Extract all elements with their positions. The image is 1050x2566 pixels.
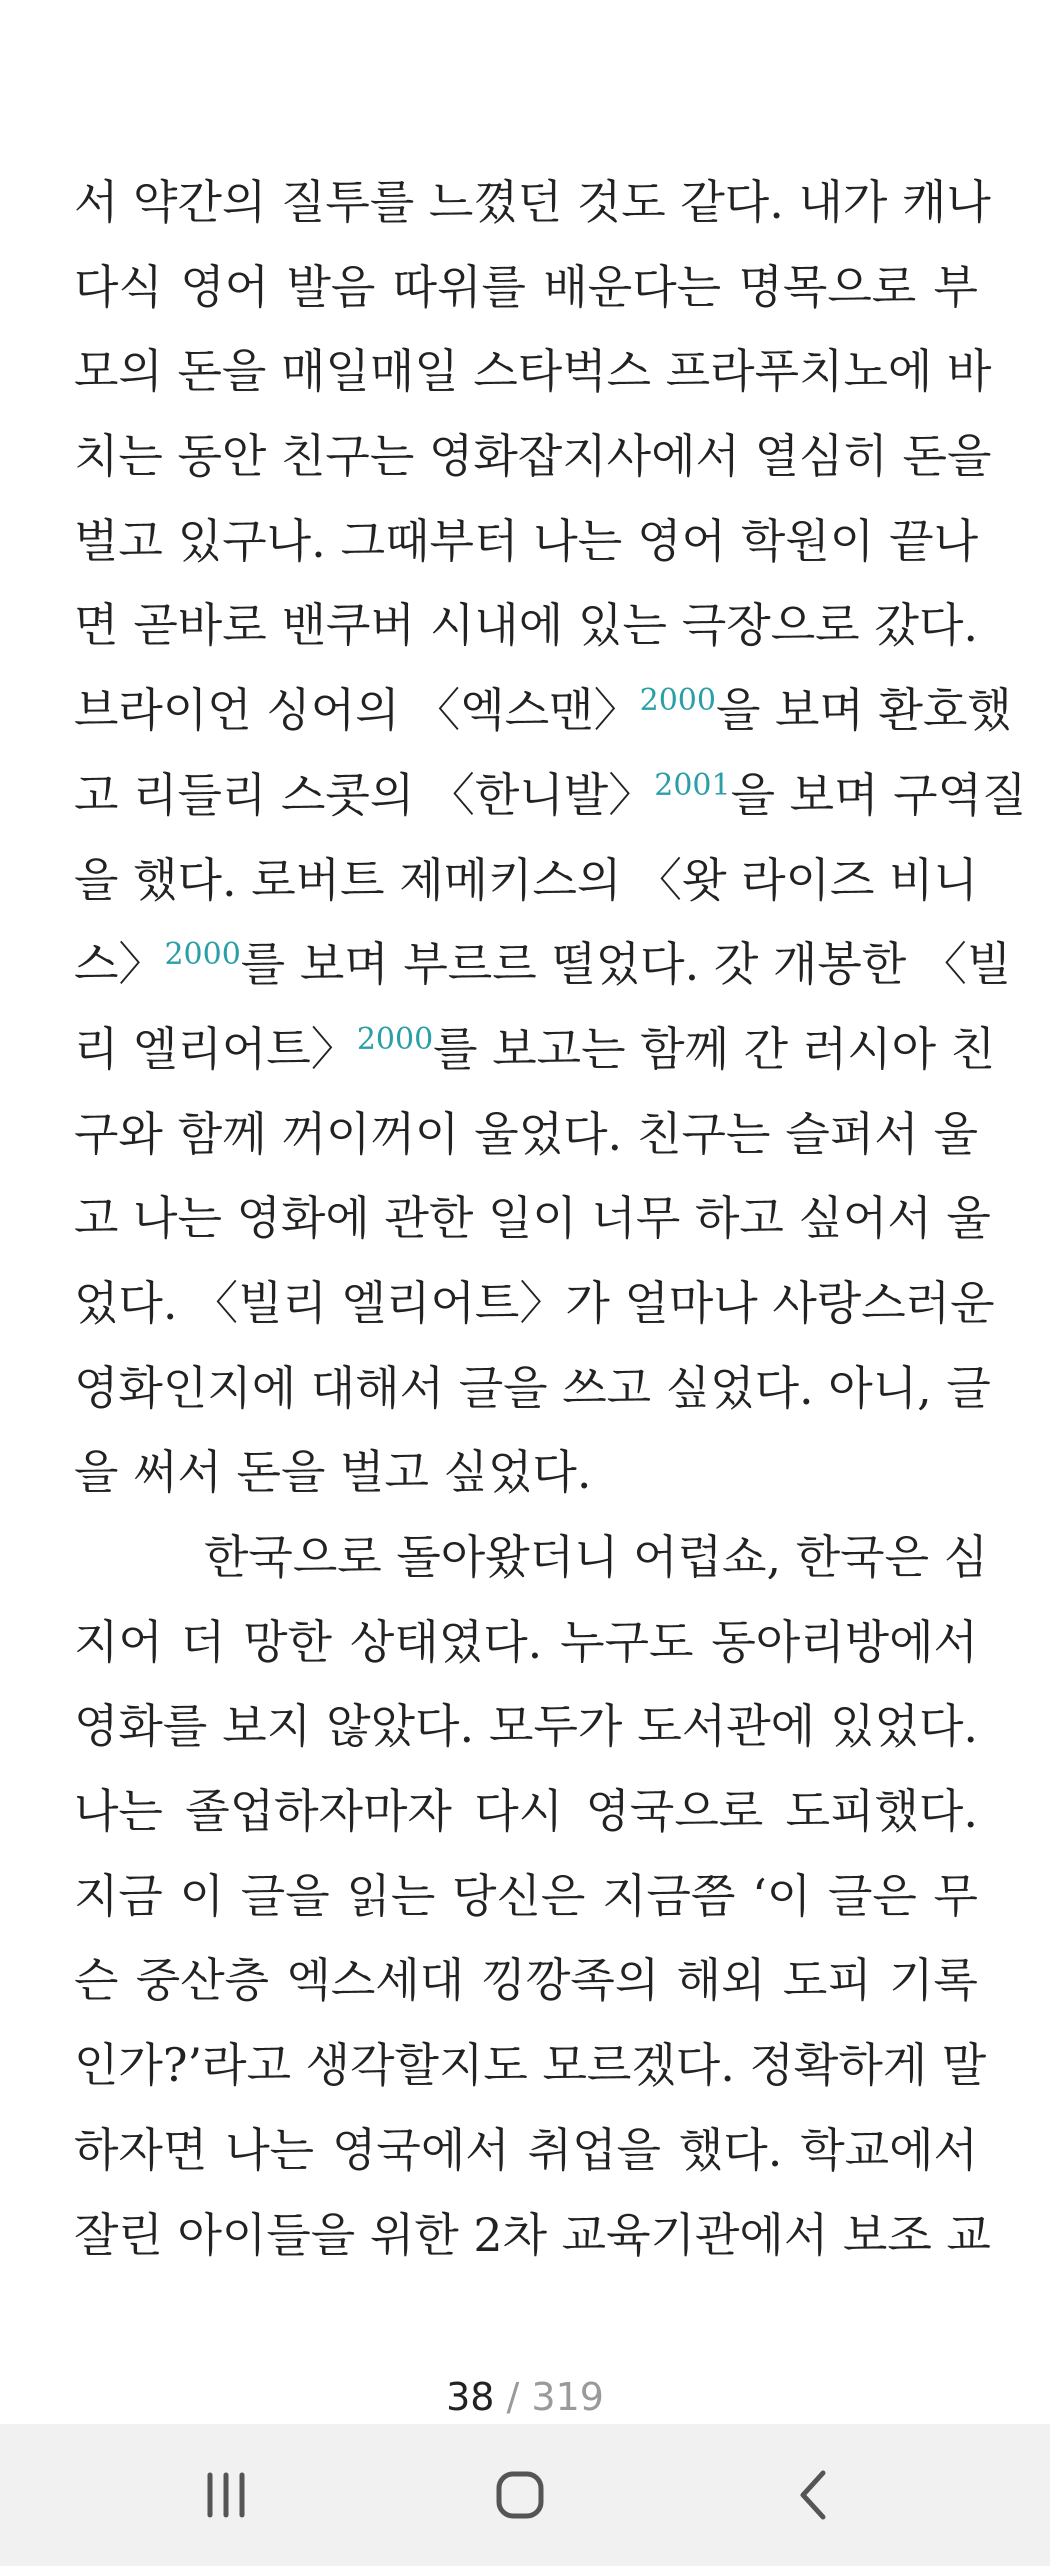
- release-year-footnote: 2000: [356, 1021, 434, 1057]
- page-indicator: [0, 2372, 1050, 2422]
- line-text: 을 했다. 로버트 제메키스의 〈왓 라이즈 비니: [74, 852, 978, 907]
- line-text: 스〉: [74, 937, 165, 992]
- line-text: 벌고 있구나. 그때부터 나는 영어 학원이 끝나: [74, 513, 978, 568]
- text-line: [74, 1261, 995, 1346]
- text-line: [74, 1600, 978, 1685]
- line-text: 고 나는 영화에 관한 일이 너무 하고 싶어서 울: [74, 1191, 991, 1246]
- text-line: [74, 2193, 991, 2278]
- text-line: [74, 329, 992, 414]
- page-total: 319: [531, 2375, 604, 2419]
- text-line: [74, 499, 978, 584]
- line-text: 면 곧바로 밴쿠버 시내에 있는 극장으로 갔다.: [74, 598, 978, 653]
- line-text: 브라이언 싱어의 〈엑스맨〉: [74, 683, 640, 738]
- system-navigation-bar: [0, 2424, 1050, 2566]
- text-line: [74, 1346, 991, 1431]
- line-text: 구와 함께 꺼이꺼이 울었다. 친구는 슬퍼서 울: [74, 1106, 978, 1161]
- text-line: [74, 1854, 978, 1939]
- text-line: [74, 414, 992, 499]
- text-line: [74, 668, 1012, 753]
- line-text: 치는 동안 친구는 영화잡지사에서 열심히 돈을: [74, 429, 992, 484]
- line-text: 지금 이 글을 읽는 당신은 지금쯤 ‘이 글은 무: [74, 1868, 978, 1923]
- text-line: [74, 1007, 996, 1092]
- line-text: 다식 영어 발음 따위를 배운다는 명목으로 부: [74, 259, 978, 314]
- text-line: [74, 922, 1012, 1007]
- home-button[interactable]: [465, 2450, 575, 2540]
- text-line: [74, 1515, 989, 1600]
- text-line: [74, 1176, 991, 1261]
- text-line: [74, 1938, 978, 2023]
- line-text: 모의 돈을 매일매일 스타벅스 프라푸치노에 바: [74, 344, 992, 399]
- text-line: [74, 2108, 978, 2193]
- page-current: 38: [446, 2375, 495, 2419]
- page-separator: /: [494, 2375, 532, 2419]
- recent-apps-button[interactable]: [171, 2450, 281, 2540]
- text-line: [74, 838, 978, 923]
- line-text: 인가?’라고 생각할지도 모르겠다. 정확하게 말: [74, 2038, 987, 2093]
- line-text: 을 써서 돈을 벌고 싶었다.: [74, 1445, 592, 1500]
- line-text: 지어 더 망한 상태였다. 누구도 동아리방에서: [74, 1614, 978, 1669]
- back-icon: [785, 2465, 845, 2525]
- line-text: 잘린 아이들을 위한 2차 교육기관에서 보조 교: [74, 2207, 991, 2262]
- line-text: 나는 졸업하자마자 다시 영국으로 도피했다.: [74, 1784, 978, 1839]
- release-year-footnote: 2000: [639, 683, 716, 719]
- home-icon: [490, 2465, 550, 2525]
- line-text: 고 리들리 스콧의 〈한니발〉: [74, 767, 655, 822]
- back-button[interactable]: [760, 2450, 870, 2540]
- line-text: 영화인지에 대해서 글을 쓰고 싶었다. 아니, 글: [74, 1360, 991, 1415]
- text-line: [74, 583, 978, 668]
- line-text: 슨 중산층 엑스세대 낑깡족의 해외 도피 기록: [74, 1953, 978, 2008]
- book-text-body: [74, 160, 1027, 2277]
- line-text: 리 엘리어트〉: [74, 1021, 357, 1076]
- line-text: 하자면 나는 영국에서 취업을 했다. 학교에서: [74, 2122, 978, 2177]
- line-text-after: 를 보고는 함께 간 러시아 친: [433, 1021, 996, 1076]
- text-line: [74, 1769, 978, 1854]
- line-text: 서 약간의 질투를 느꼈던 것도 같다. 내가 캐나: [74, 175, 991, 229]
- text-line: [74, 753, 1027, 838]
- release-year-footnote: 2001: [654, 767, 731, 803]
- line-text-after: 를 보며 부르르 떨었다. 갓 개봉한 〈빌: [240, 937, 1012, 992]
- line-text-after: 을 보며 환호했: [715, 683, 1012, 738]
- line-text-after: 을 보며 구역질: [730, 767, 1027, 822]
- line-text: 한국으로 돌아왔더니 어럽쇼, 한국은 심: [204, 1530, 989, 1584]
- line-text: 었다. 〈빌리 엘리어트〉가 얼마나 사랑스러운: [74, 1275, 995, 1330]
- recent-apps-icon: [196, 2465, 256, 2525]
- text-line: [74, 1684, 978, 1769]
- text-line: [74, 245, 978, 330]
- release-year-footnote: 2000: [164, 937, 241, 973]
- text-line: [74, 160, 991, 245]
- line-text: 영화를 보지 않았다. 모두가 도서관에 있었다.: [74, 1699, 978, 1754]
- text-line: [74, 2023, 987, 2108]
- text-line: [74, 1430, 978, 1515]
- text-line: [74, 1092, 978, 1177]
